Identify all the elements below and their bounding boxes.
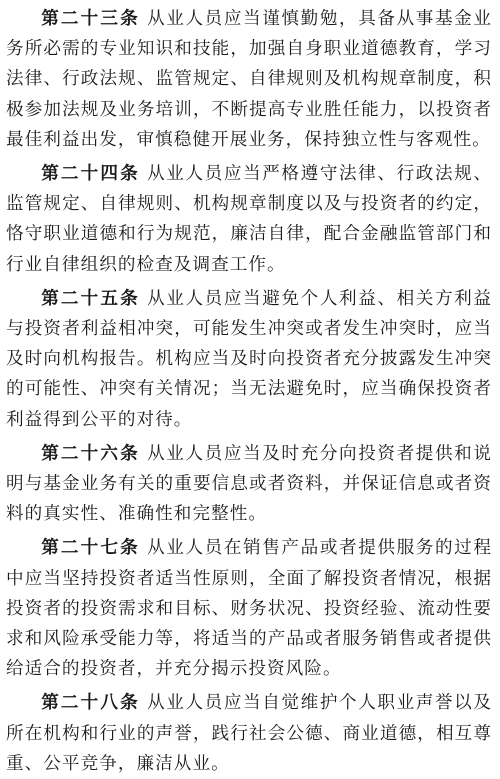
article-title: 第二十六条 <box>41 443 140 464</box>
article-title: 第二十五条 <box>41 288 140 309</box>
article-body: 从业人员应当谨慎勤勉，具备从事基金业务所必需的专业知识和技能，加强自身职业道德教育，学习法律、行政法规、监管规定、自律规则及机构规章制度，积极参加法规及业务培训，不断提高专业胜任能力，以投资者最佳利益出发，审慎稳健开展业务，保持独立性与客观性。 <box>6 9 492 150</box>
article-24 <box>6 159 492 280</box>
article-title: 第二十七条 <box>41 538 140 559</box>
article-28 <box>6 688 492 779</box>
article-body: 从业人员在销售产品或者提供服务的过程中应当坚持投资者适当性原则，全面了解投资者情况，根据投资者的投资需求和目标、财务状况、投资经验、流动性要求和风险承受能力等，将适当的产品或者服务销售或者提供给适合的投资者，并充分揭示投资风险。 <box>6 538 492 680</box>
article-27 <box>6 533 492 684</box>
article-title: 第二十四条 <box>41 164 140 185</box>
article-body: 从业人员应当及时充分向投资者提供和说明与基金业务有关的重要信息或者资料，并保证信息或者资料的真实性、准确性和完整性。 <box>6 443 492 525</box>
article-body: 从业人员应当严格遵守法律、行政法规、监管规定、自律规则、机构规章制度以及与投资者的约定，恪守职业道德和行为规范，廉洁自律，配合金融监管部门和行业自律组织的检查及调查工作。 <box>6 164 492 275</box>
article-body: 从业人员应当自觉维护个人职业声誉以及所在机构和行业的声誉，践行社会公德、商业道德，相互尊重、公平竞争，廉洁从业。 <box>6 693 492 774</box>
article-body: 从业人员应当避免个人利益、相关方利益与投资者利益相冲突，可能发生冲突或者发生冲突时，应当及时向机构报告。机构应当及时向投资者充分披露发生冲突的可能性、冲突有关情况；当无法避免时，应当确保投资者利益得到公平的对待。 <box>6 288 492 430</box>
article-title: 第二十三条 <box>41 9 140 29</box>
article-23 <box>6 4 492 155</box>
article-26 <box>6 439 492 530</box>
article-25 <box>6 284 492 435</box>
article-title: 第二十八条 <box>41 693 140 714</box>
